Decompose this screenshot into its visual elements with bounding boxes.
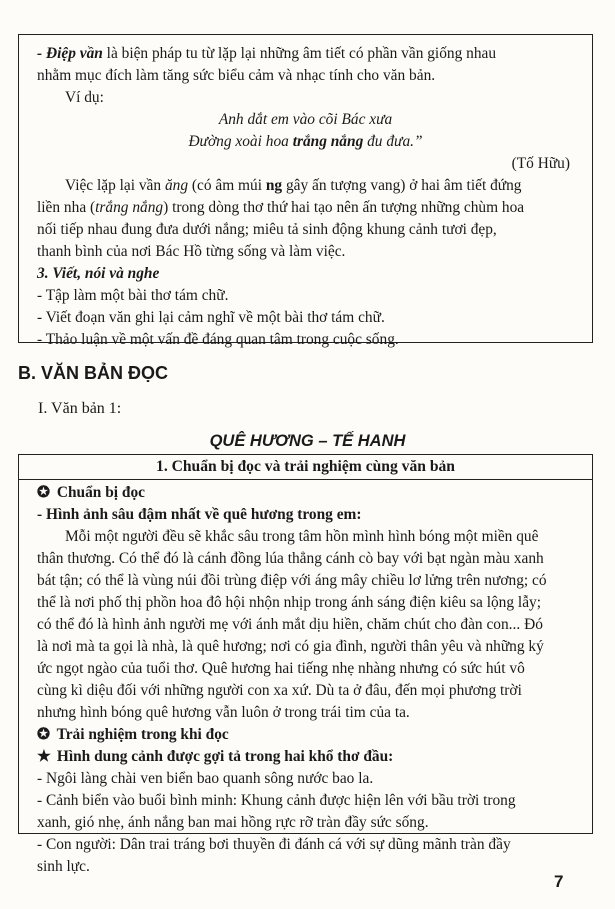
term-diep-van: - Điệp vần bbox=[37, 45, 103, 62]
subheading-3: 3. Viết, nói và nghe bbox=[37, 265, 160, 282]
analysis-line-3: nối tiếp nhau đung đưa dưới nắng; miêu tả sinh động khung cảnh tươi đẹp, bbox=[37, 221, 497, 238]
definition-text: là biện pháp tu từ lặp lại những âm tiết có phần vần giống nhau bbox=[102, 45, 497, 62]
list-item: - Tập làm một bài thơ tám chữ. bbox=[37, 287, 229, 304]
paragraph-line: là nơi mà ta gọi là nhà, là quê hương; nơi có gia đình, người thân yêu và những ký bbox=[37, 638, 544, 655]
paragraph-line: Mỗi một người đều sẽ khắc sâu trong tâm hồn mình hình bóng một miền quê bbox=[65, 528, 539, 545]
page-number: 7 bbox=[554, 872, 564, 891]
list-item: - Viết đoạn văn ghi lại cảm nghĩ về một bài thơ tám chữ. bbox=[37, 309, 385, 326]
definition-line-2: nhằm mục đích làm tăng sức biểu cảm và nhạc tính cho văn bản. bbox=[37, 67, 436, 84]
poem-title: QUÊ HƯƠNG – TẾ HANH bbox=[209, 432, 406, 450]
prep-heading: ✪ Chuẩn bị đọc bbox=[37, 482, 574, 504]
analysis-line-2: liền nha (trắng nắng) trong dòng thơ thứ hai tạo nên ấn tượng những chùm hoa bbox=[37, 199, 525, 216]
experience-heading: ✪ Trải nghiệm trong khi đọc bbox=[37, 724, 574, 746]
summary-box bbox=[18, 34, 593, 348]
example-label: Ví dụ: bbox=[65, 89, 104, 106]
section-heading-i: I. Văn bản 1: bbox=[38, 400, 122, 417]
reading-box-header: 1. Chuẩn bị đọc và trải nghiệm cùng văn bản bbox=[19, 455, 592, 480]
bullet-line: - Ngôi làng chài ven biển bao quanh sông nước bao la. bbox=[37, 770, 374, 787]
bullet-line: xanh, gió nhẹ, ánh nắng ban mai hồng rực rỡ tràn đầy sức sống. bbox=[37, 814, 429, 831]
reading-box bbox=[18, 454, 593, 875]
paragraph-line: bát tận; có thể là vùng núi đồi trùng điệp với áng mây chiều lơ lửng trên nương; có bbox=[37, 572, 547, 589]
star-icon: ★ bbox=[37, 748, 51, 765]
paragraph-line: cùng kì diệu đối với những người con xa xứ. Dù ta ở đâu, đến mọi phương trời bbox=[37, 682, 522, 699]
poem-line-2: Đường xoài hoa trắng nắng đu đưa.” bbox=[188, 133, 423, 150]
analysis-line-1: Việc lặp lại vần ăng (có âm múi ng gây ấn tượng vang) ở hai âm tiết đứng bbox=[65, 177, 522, 194]
star-circle-icon: ✪ bbox=[37, 726, 50, 743]
paragraph-line: có thể đó là hình ảnh người mẹ với ánh mắt dịu hiền, chăm chút cho đàn con... Đó bbox=[37, 616, 543, 633]
paragraph-line: nhưng hình bóng quê hương vẫn luôn ở trong trái tim của ta. bbox=[37, 704, 410, 721]
star-circle-icon: ✪ bbox=[37, 484, 50, 501]
poem-line-1: Anh dắt em vào cõi Bác xưa bbox=[218, 111, 393, 128]
definition-line bbox=[37, 43, 574, 65]
paragraph-line: thể là nơi phố thị phồn hoa đô hội nhộn nhịp trong ánh sáng điện kiêu sa lộng lẫy; bbox=[37, 594, 541, 611]
bullet-line: - Cảnh biển vào buổi bình minh: Khung cảnh được hiện lên với bầu trời trong bbox=[37, 792, 516, 809]
paragraph-line: ức ngọt ngào của tuổi thơ. Quê hương hai tiếng nhẹ nhàng nhưng có sức hút vô bbox=[37, 660, 525, 677]
bullet-line: - Con người: Dân trai tráng bơi thuyền đi đánh cá với sự dũng mãnh tràn đầy bbox=[37, 836, 511, 853]
paragraph-line: thân thương. Có thể đó là cánh đồng lúa thẳng cánh cò bay với bạt ngàn màu xanh bbox=[37, 550, 544, 567]
bullet-line: sinh lực. bbox=[37, 858, 90, 875]
imagine-heading: ★ Hình dung cảnh được gợi tả trong hai khổ thơ đầu: bbox=[37, 746, 574, 768]
list-item: - Thảo luận về một vấn đề đáng quan tâm trong cuộc sống. bbox=[37, 331, 399, 348]
question-heading: - Hình ảnh sâu đậm nhất về quê hương trong em: bbox=[37, 506, 362, 523]
poem-author: (Tố Hữu) bbox=[511, 155, 570, 172]
section-heading-b: B. VĂN BẢN ĐỌC bbox=[18, 363, 169, 383]
analysis-line-4: thanh bình của nơi Bác Hồ từng sống và làm việc. bbox=[37, 243, 346, 260]
